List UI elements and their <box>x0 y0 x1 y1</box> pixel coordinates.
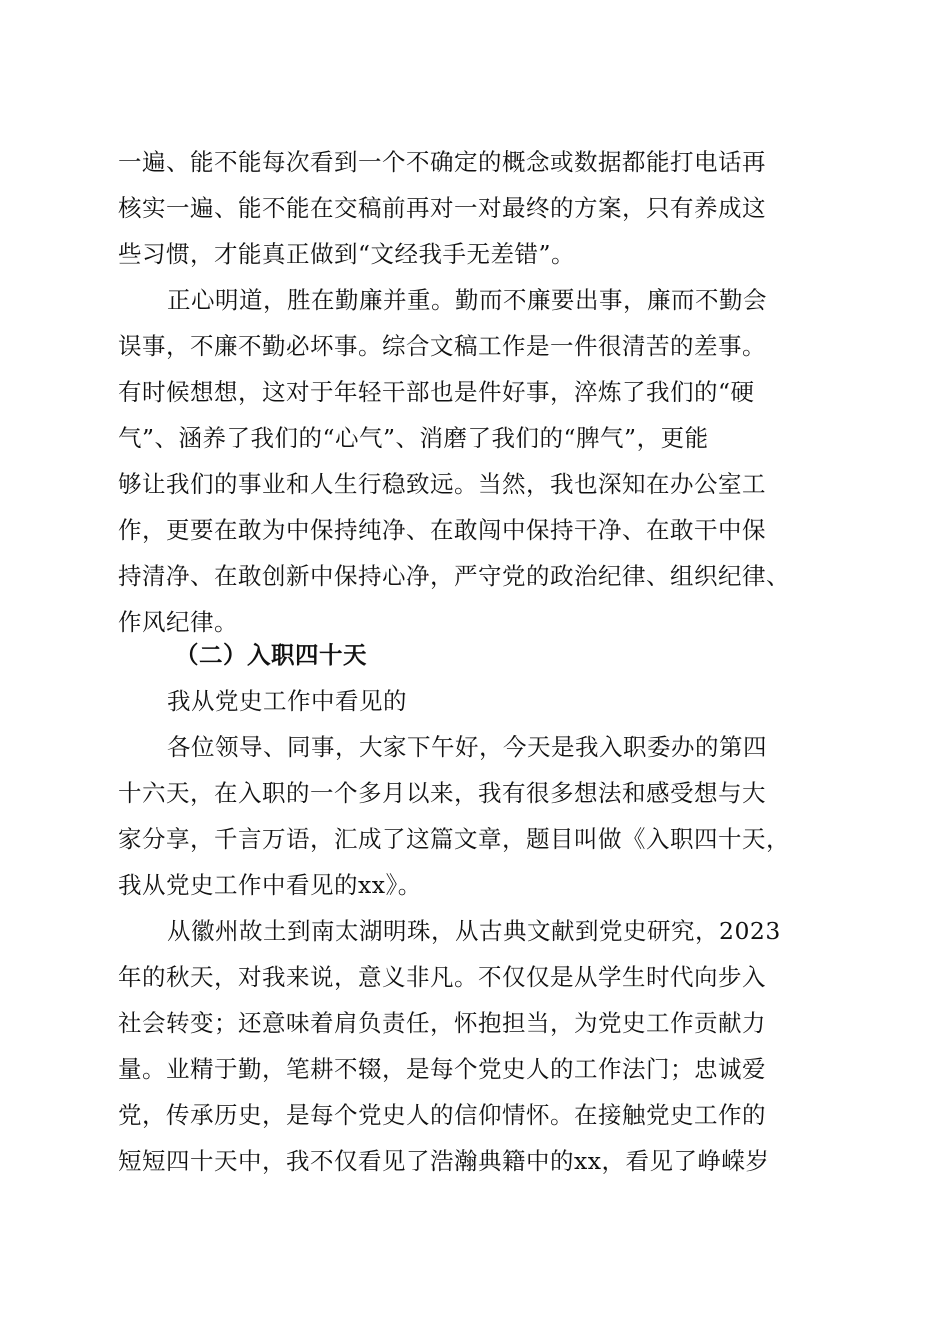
text-line: 些习惯，才能真正做到“文经我手无差错”。 <box>118 240 576 268</box>
paragraph-start-line: 各位领导、同事，大家下午好，今天是我入职委办的第四 <box>167 733 767 761</box>
text-line: 短短四十天中，我不仅看见了浩瀚典籍中的xx，看见了峥嵘岁 <box>118 1147 770 1175</box>
text-line: 有时候想想，这对于年轻干部也是件好事，淬炼了我们的“硬 <box>118 378 755 406</box>
text-line: 作风纪律。 <box>118 608 238 636</box>
text-line: 气”、涵养了我们的“心气”、消磨了我们的“脾气”，更能 <box>118 424 709 452</box>
text-line: 作，更要在敢为中保持纯净、在敢闯中保持干净、在敢干中保 <box>118 516 766 544</box>
text-line: 我从党史工作中看见的xx》。 <box>118 871 422 899</box>
text-line: 一遍、能不能每次看到一个不确定的概念或数据都能打电话再 <box>118 148 766 176</box>
text-line: 持清净、在敢创新中保持心净，严守党的政治纪律、组织纪律、 <box>118 562 790 590</box>
text-line: 够让我们的事业和人生行稳致远。当然，我也深知在办公室工 <box>118 470 766 498</box>
text-line: 党，传承历史，是每个党史人的信仰情怀。在接触党史工作的 <box>118 1101 766 1129</box>
text-line: 年的秋天，对我来说，意义非凡。不仅仅是从学生时代向步入 <box>118 963 766 991</box>
section-subtitle: 我从党史工作中看见的 <box>167 687 407 715</box>
text-line: 量。业精于勤，笔耕不辍，是每个党史人的工作法门；忠诚爱 <box>118 1055 766 1083</box>
text-line: 十六天，在入职的一个多月以来，我有很多想法和感受想与大 <box>118 779 766 807</box>
paragraph-start-line: 正心明道，胜在勤廉并重。勤而不廉要出事，廉而不勤会 <box>167 286 767 314</box>
section-heading: （二）入职四十天 <box>175 641 367 669</box>
text-line: 核实一遍、能不能在交稿前再对一对最终的方案，只有养成这 <box>118 194 766 222</box>
text-line: 家分享，千言万语，汇成了这篇文章，题目叫做《入职四十天， <box>118 825 790 853</box>
paragraph-start-line: 从徽州故土到南太湖明珠，从古典文献到党史研究，2023 <box>167 917 781 945</box>
text-line: 误事，不廉不勤必坏事。综合文稿工作是一件很清苦的差事。 <box>118 332 766 360</box>
text-line: 社会转变；还意味着肩负责任，怀抱担当，为党史工作贡献力 <box>118 1009 766 1037</box>
